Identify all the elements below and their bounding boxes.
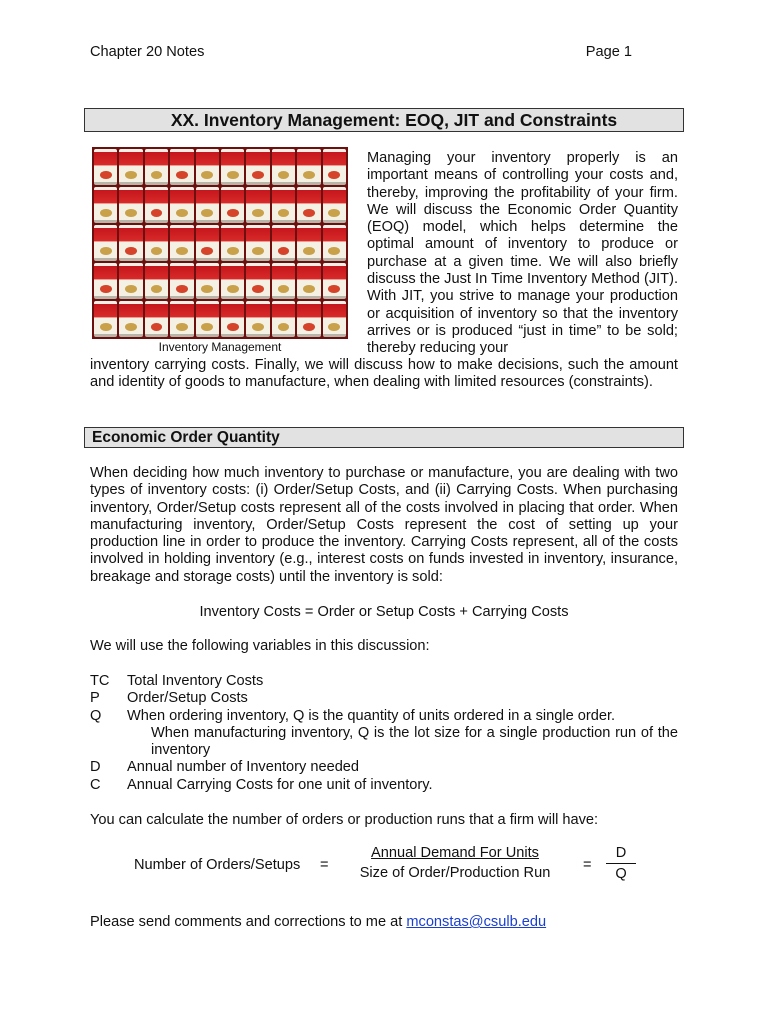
soup-can bbox=[119, 225, 142, 261]
soup-can bbox=[145, 225, 168, 261]
soup-can bbox=[272, 225, 295, 261]
soup-can bbox=[323, 225, 346, 261]
soup-can bbox=[323, 263, 346, 299]
short-numerator: D bbox=[606, 845, 636, 864]
variable-key: Q bbox=[90, 707, 102, 724]
eoq-paragraph: When deciding how much inventory to purchase or manufacture, you are dealing with two types of inventory costs: (i) Order/Setup Costs, and (ii) Carrying Costs. When purchasing inventory, Order/Setup costs represent all of the costs involved in placing that order. When manufacturing inventory, Order/Setup Costs represent the cost of setting up your production line in order to produce the inventory. Carrying Costs represent, all of the costs involved in holding inventory (e.g., interest costs on funds invested in inventory, insurance, breakage and storage costs) until the inventory is sold: bbox=[90, 465, 678, 585]
soup-can bbox=[94, 301, 117, 337]
equals-sign: = bbox=[583, 857, 592, 873]
soup-can bbox=[196, 149, 219, 185]
variable-definition bbox=[127, 708, 678, 760]
soup-can bbox=[145, 149, 168, 185]
variable-row bbox=[90, 777, 678, 794]
soup-can bbox=[246, 263, 269, 299]
variables-list bbox=[90, 673, 678, 794]
soup-can bbox=[323, 187, 346, 223]
soup-can bbox=[196, 187, 219, 223]
soup-can bbox=[145, 187, 168, 223]
variable-row bbox=[90, 673, 678, 690]
variable-definition-continuation: When manufacturing inventory, Q is the lot size for a single production run of the inventory bbox=[151, 724, 678, 759]
soup-can bbox=[221, 301, 244, 337]
soup-can bbox=[272, 149, 295, 185]
soup-can bbox=[297, 149, 320, 185]
soup-can bbox=[170, 301, 193, 337]
soup-can bbox=[119, 263, 142, 299]
soup-can bbox=[272, 263, 295, 299]
soup-can bbox=[196, 225, 219, 261]
intro-paragraph-top: Managing your inventory properly is an important means of controlling your costs and, thereby, improving the profitability of your firm. We will discuss the Economic Order Quantity (EOQ) model, which helps determine the optimal amount of inventory to produce or purchase at a given time. We will also briefly discuss the Just In Time Inventory Method (JIT). With JIT, you strive to manage your production or acquisition of inventory so that the inventory arrives or is produced “just in time” to be sold; thereby reducing your bbox=[367, 150, 678, 357]
soup-can bbox=[323, 301, 346, 337]
variable-definition-line: When ordering inventory, Q is the quantity of units ordered in a single order. bbox=[127, 707, 616, 724]
short-denominator: Q bbox=[615, 866, 627, 882]
variable-key: C bbox=[90, 776, 101, 793]
soup-can bbox=[94, 149, 117, 185]
soup-can bbox=[119, 301, 142, 337]
soup-can bbox=[221, 187, 244, 223]
variable-definition: Annual Carrying Costs for one unit of inventory. bbox=[127, 776, 433, 793]
soup-can bbox=[246, 301, 269, 337]
equation-fraction bbox=[352, 845, 558, 881]
soup-can bbox=[221, 225, 244, 261]
soup-can bbox=[246, 187, 269, 223]
variable-row bbox=[90, 759, 678, 776]
soup-can bbox=[170, 225, 193, 261]
email-link[interactable]: mconstas@csulb.edu bbox=[406, 914, 547, 930]
soup-can bbox=[221, 149, 244, 185]
soup-can bbox=[196, 301, 219, 337]
page-header bbox=[90, 44, 632, 64]
chapter-title: XX. Inventory Management: EOQ, JIT and Constraints bbox=[84, 108, 684, 132]
soup-can bbox=[94, 225, 117, 261]
chapter-label: Chapter 20 Notes bbox=[90, 44, 205, 60]
variable-definition: Annual number of Inventory needed bbox=[127, 759, 360, 776]
soup-can bbox=[119, 149, 142, 185]
soup-can bbox=[297, 301, 320, 337]
soup-can bbox=[119, 187, 142, 223]
soup-can bbox=[170, 149, 193, 185]
soup-can bbox=[297, 263, 320, 299]
variable-row bbox=[90, 708, 678, 760]
numerator-text: Annual Demand For Units bbox=[371, 845, 539, 861]
image-caption: Inventory Management bbox=[158, 340, 282, 354]
fraction-numerator bbox=[352, 845, 558, 863]
soup-can bbox=[297, 225, 320, 261]
equation-label: Number of Orders/Setups bbox=[134, 857, 301, 873]
soup-can bbox=[246, 225, 269, 261]
calculation-intro: You can calculate the number of orders or production runs that a firm will have: bbox=[90, 812, 599, 828]
soup-can bbox=[196, 263, 219, 299]
soup-can bbox=[323, 149, 346, 185]
variable-row bbox=[90, 690, 678, 707]
footer-text: Please send comments and corrections to me at bbox=[90, 914, 407, 930]
soup-can bbox=[272, 187, 295, 223]
soup-can bbox=[170, 187, 193, 223]
short-fraction bbox=[606, 845, 636, 882]
equals-sign: = bbox=[320, 857, 329, 873]
inventory-cost-formula: Inventory Costs = Order or Setup Costs + Carrying Costs bbox=[199, 604, 569, 620]
page-number: Page 1 bbox=[585, 44, 632, 60]
inventory-image bbox=[92, 147, 348, 339]
soup-can bbox=[297, 187, 320, 223]
soup-can bbox=[246, 149, 269, 185]
variables-intro: We will use the following variables in this discussion: bbox=[90, 638, 430, 654]
soup-can bbox=[145, 263, 168, 299]
soup-can bbox=[221, 263, 244, 299]
variable-key: D bbox=[90, 759, 101, 776]
soup-can bbox=[170, 263, 193, 299]
page-footer bbox=[90, 914, 546, 930]
soup-can bbox=[94, 263, 117, 299]
variable-definition: Order/Setup Costs bbox=[127, 690, 248, 707]
intro-paragraph-bottom: inventory carrying costs. Finally, we will discuss how to make decisions, such the amount and identity of goods to manufacture, when dealing with limited resources (constraints). bbox=[90, 357, 678, 391]
soup-can bbox=[145, 301, 168, 337]
soup-can bbox=[94, 187, 117, 223]
fraction-denominator: Size of Order/Production Run bbox=[359, 865, 551, 881]
variable-key: P bbox=[90, 690, 100, 707]
variable-key: TC bbox=[90, 673, 110, 689]
soup-can bbox=[272, 301, 295, 337]
variable-definition: Total Inventory Costs bbox=[127, 673, 264, 689]
section-heading: Economic Order Quantity bbox=[84, 427, 684, 448]
